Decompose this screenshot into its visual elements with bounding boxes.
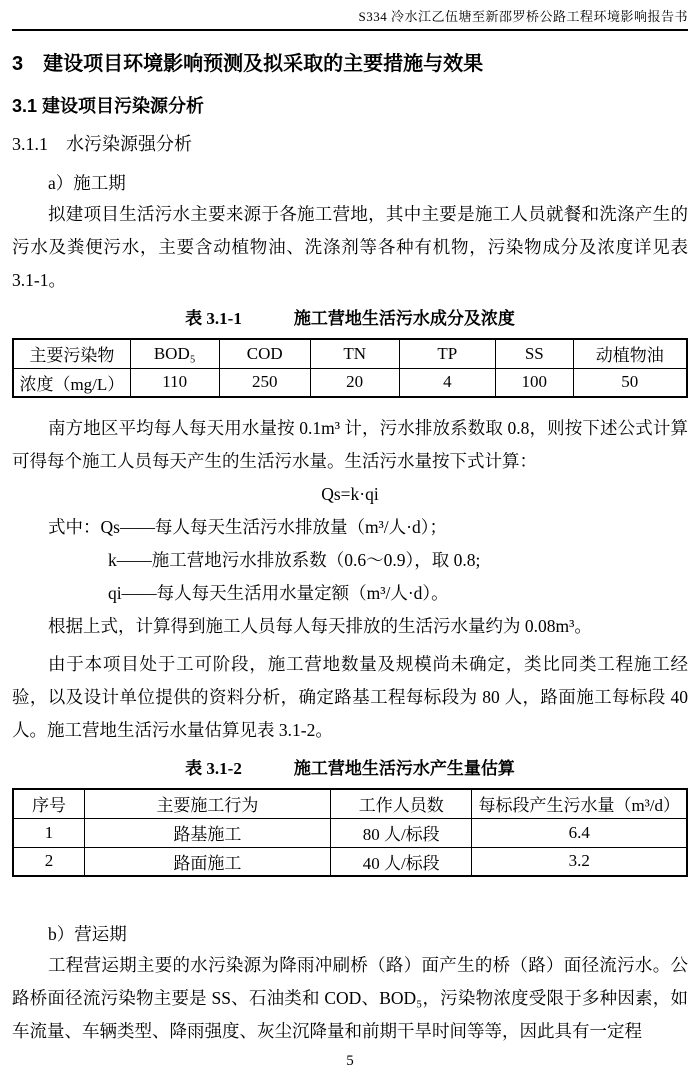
table1-header-cell: SS: [496, 339, 574, 368]
table1-value-cell: 110: [130, 368, 219, 397]
table1-header-cell: 主要污染物: [13, 339, 130, 368]
table2-value-cell: 40 人/标段: [330, 847, 472, 876]
table1-header-cell: TP: [399, 339, 495, 368]
table2-caption: [12, 758, 688, 780]
formula-definition-k: k——施工营地污水排放系数（0.6～0.9），取 0.8;: [108, 550, 481, 570]
formula-definition-qi: qi——每人每天生活用水量定额（m³/人·d）。: [108, 583, 449, 603]
table2-value-cell: 路面施工: [84, 847, 330, 876]
camp-estimate-paragraph: 由于本项目处于工可阶段，施工营地数量及规模尚未确定，类比同类工程施工经验，以及设计单位提供的资料分析，确定路基工程每标段为 80 人，路面施工每标段 40 人。施工营地生活污水量估算见表 3.1-2。: [12, 654, 688, 740]
sewage-composition-table: [12, 338, 688, 398]
sewage-estimate-table: [12, 788, 688, 877]
table2-value-cell: 1: [13, 818, 84, 847]
table-row: [13, 847, 687, 876]
construction-period-paragraph: 拟建项目生活污水主要来源于各施工营地，其中主要是施工人员就餐和洗涤产生的污水及粪便污水，主要含动植物油、洗涤剂等各种有机物，污染物成分及浓度详见表 3.1-1。: [12, 204, 688, 290]
section-heading-3-1-1: 3.1.1 水污染源强分析: [12, 134, 192, 154]
table1-caption-label: 表 3.1-1: [185, 309, 242, 328]
section-heading-3: 3 建设项目环境影响预测及拟采取的主要措施与效果: [12, 53, 484, 75]
sewage-formula: Qs=k·qi: [321, 484, 379, 504]
table2-value-cell: 3.2: [472, 847, 687, 876]
table1-caption: [12, 308, 688, 330]
table2-value-cell: 80 人/标段: [330, 818, 472, 847]
table-row: [13, 339, 687, 368]
table1-header-cell: COD: [219, 339, 310, 368]
table2-caption-label: 表 3.1-2: [185, 759, 242, 778]
table1-value-cell: 4: [399, 368, 495, 397]
table1-header-cell: BOD₅: [130, 339, 219, 368]
report-header: [12, 0, 688, 31]
table2-header-cell: 每标段产生污水量（m³/d）: [472, 789, 687, 818]
table2-value-cell: 6.4: [472, 818, 687, 847]
page-number: 5: [346, 1053, 354, 1069]
table1-value-cell: 100: [496, 368, 574, 397]
table2-header-cell: 序号: [13, 789, 84, 818]
table1-value-cell: 浓度（mg/L）: [13, 368, 130, 397]
table2-header-cell: 工作人员数: [330, 789, 472, 818]
table-row: [13, 818, 687, 847]
table2-caption-title: 施工营地生活污水产生量估算: [293, 759, 515, 778]
table2-value-cell: 路基施工: [84, 818, 330, 847]
table1-value-cell: 20: [310, 368, 399, 397]
section-heading-3-1: 3.1 建设项目污染源分析: [12, 96, 205, 116]
table1-value-cell: 50: [573, 368, 687, 397]
table-row: [13, 789, 687, 818]
table1-header-cell: TN: [310, 339, 399, 368]
construction-period-label: a）施工期: [48, 173, 126, 193]
table1-value-cell: 250: [219, 368, 310, 397]
table2-value-cell: 2: [13, 847, 84, 876]
report-header-title: S334 冷水江乙伍塘至新邵罗桥公路工程环境影响报告书: [358, 9, 688, 24]
table-row: [13, 368, 687, 397]
table1-caption-title: 施工营地生活污水成分及浓度: [293, 309, 515, 328]
table2-header-cell: 主要施工行为: [84, 789, 330, 818]
water-usage-paragraph: 南方地区平均每人每天用水量按 0.1m³ 计，污水排放系数取 0.8，则按下述公式计算可得每个施工人员每天产生的生活污水量。生活污水量按下式计算：: [12, 418, 688, 471]
operation-period-paragraph: 工程营运期主要的水污染源为降雨冲刷桥（路）面产生的桥（路）面径流污水。公路桥面径流污染物主要是 SS、石油类和 COD、BOD₅，污染物浓度受限于多种因素，如车流量、车辆类型、降雨强度、灰尘沉降量和前期干旱时间等等，因此具有一定程: [12, 955, 688, 1041]
calculation-result-paragraph: 根据上式，计算得到施工人员每人每天排放的生活污水量约为 0.08m³。: [48, 616, 592, 636]
formula-definition-qs: 式中：Qs——每人每天生活污水排放量（m³/人·d）；: [48, 517, 447, 537]
operation-period-label: b）营运期: [48, 924, 127, 944]
table1-header-cell: 动植物油: [573, 339, 687, 368]
